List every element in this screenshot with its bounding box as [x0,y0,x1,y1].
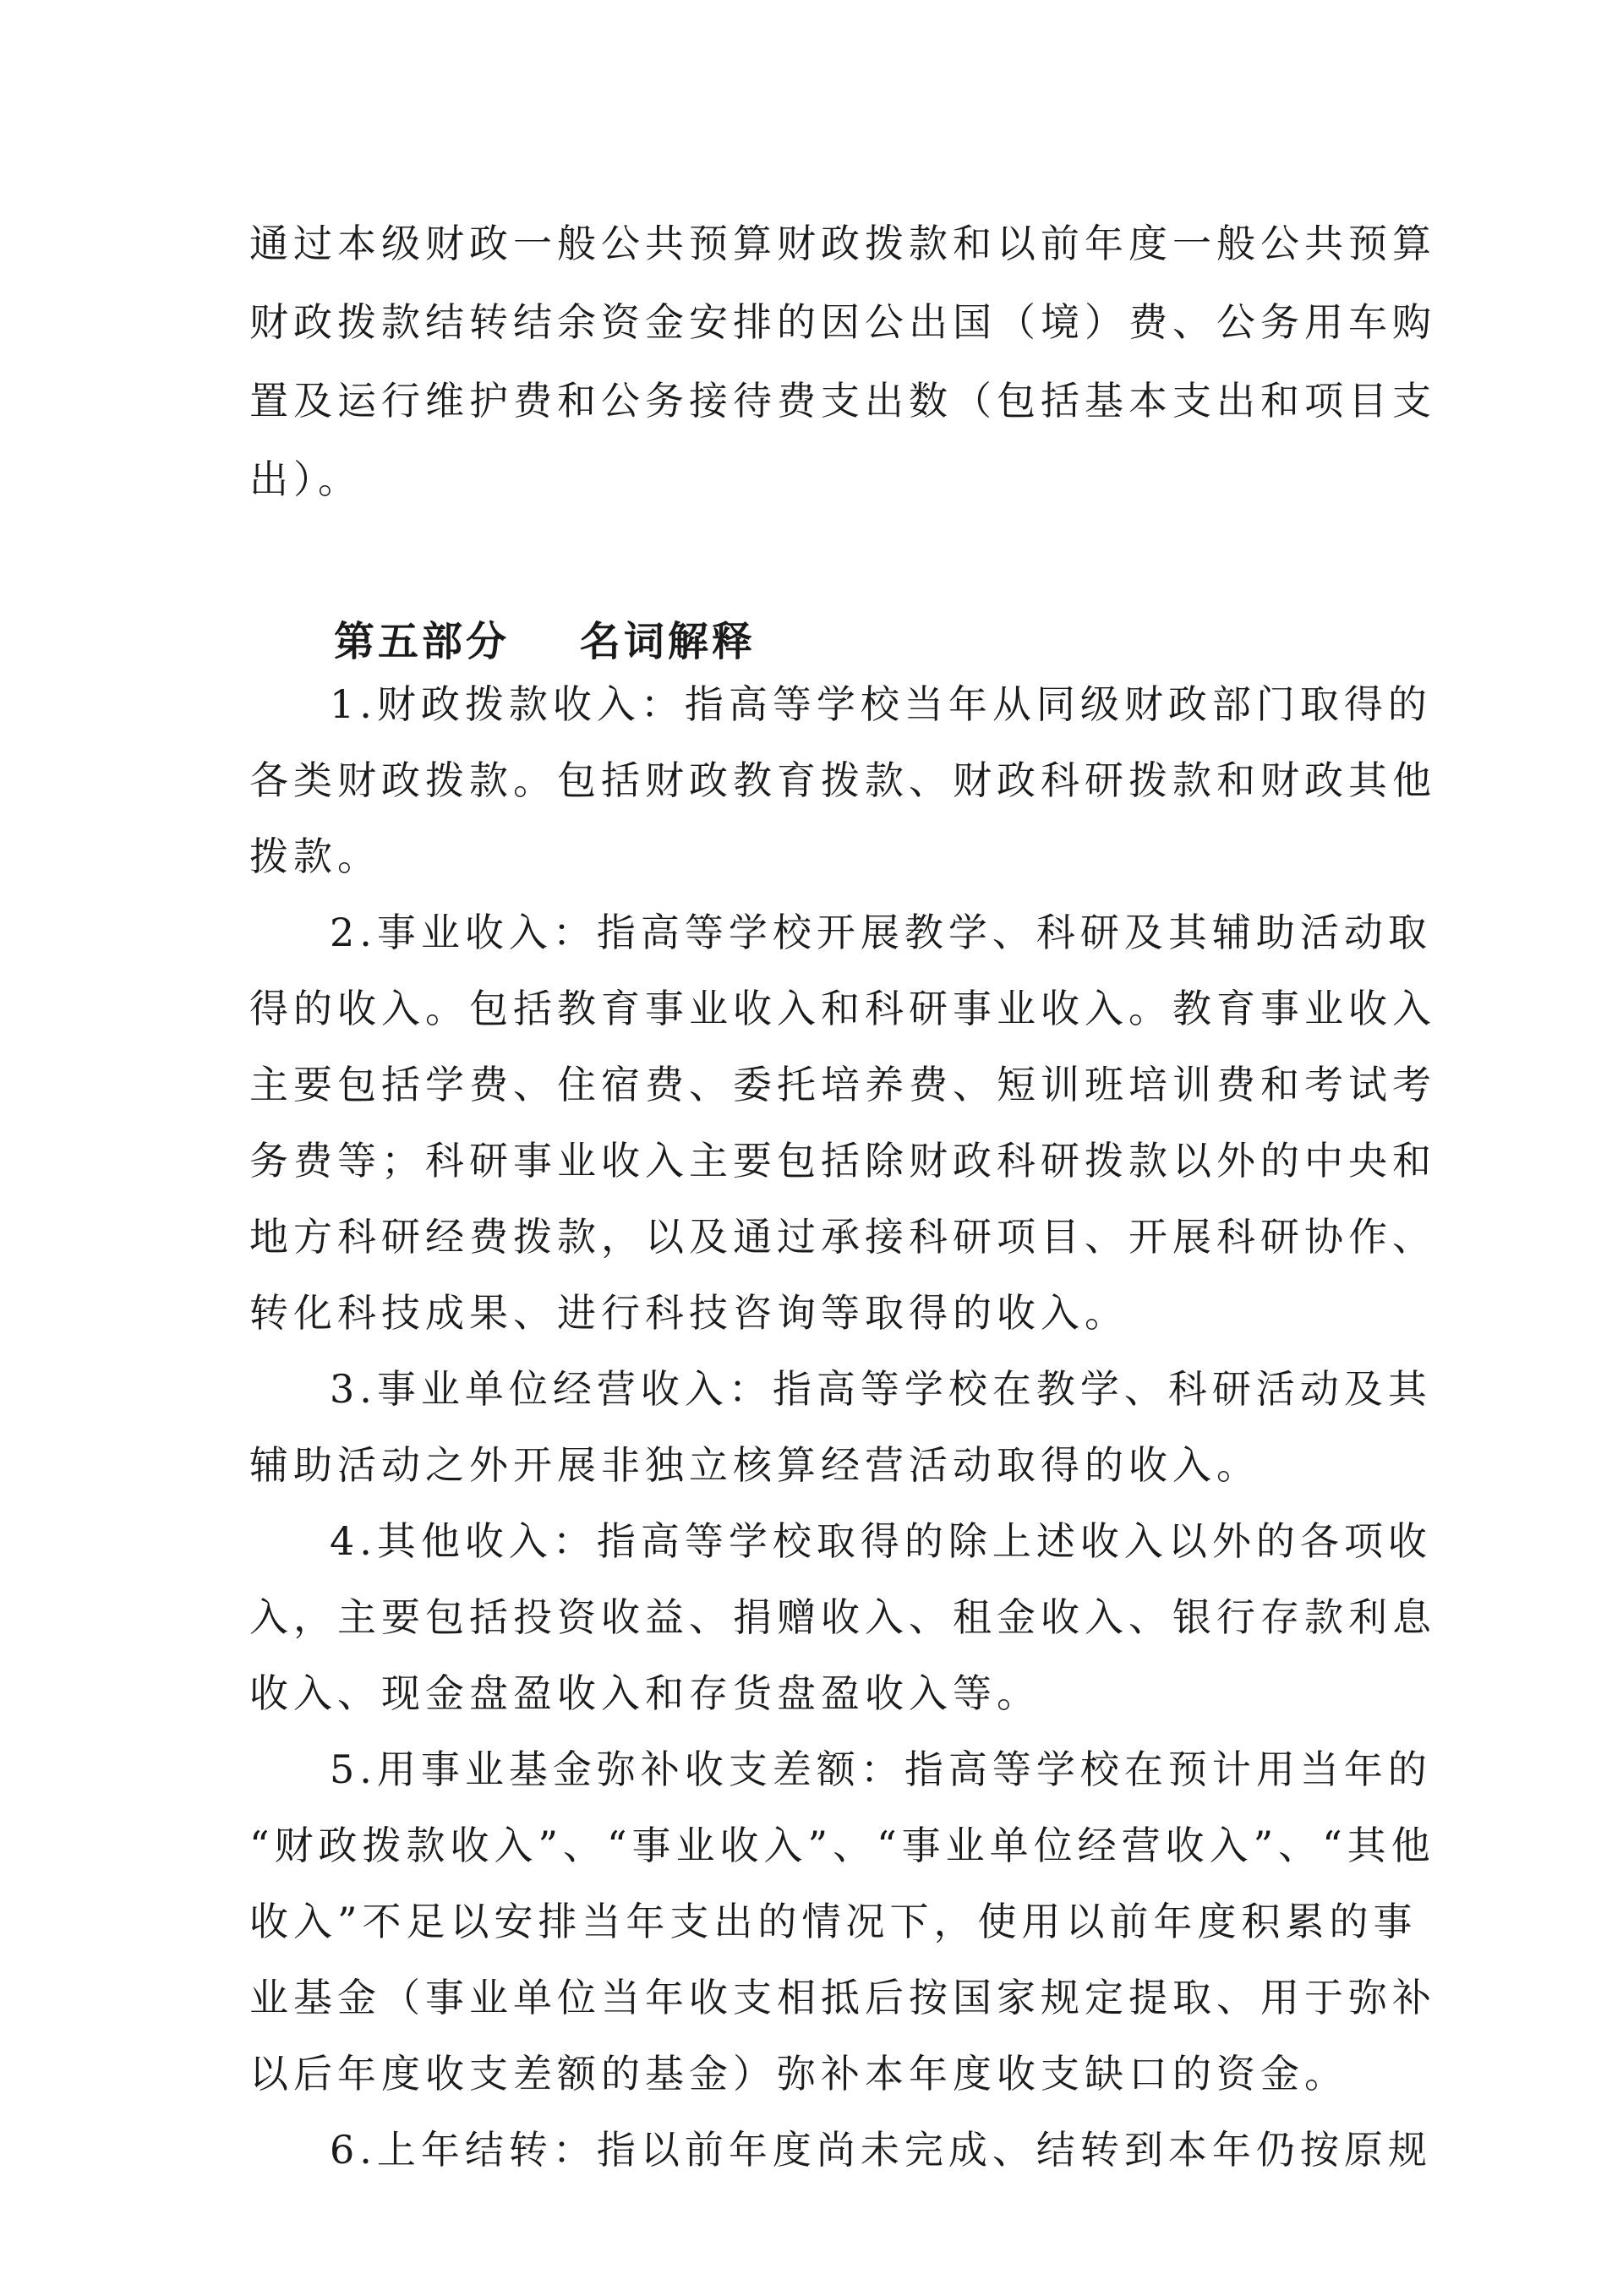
intro-line: 通过本级财政一般公共预算财政拨款和以前年度一般公共预算 [249,221,1436,266]
definition-line: 收入、现金盘盈收入和存货盘盈收入等。 [249,1670,1041,1716]
definition-line: 业基金（事业单位当年收支相抵后按国家规定提取、用于弥补 [249,1975,1436,2020]
section-heading: 第五部分 名词解释 [334,618,756,665]
definition-line: 1.财政拨款收入：指高等学校当年从同级财政部门取得的 [330,681,1432,727]
definition-line: 各类财政拨款。包括财政教育拨款、财政科研拨款和财政其他 [249,757,1436,803]
definition-line: 辅助活动之外开展非独立核算经营活动取得的收入。 [249,1442,1260,1488]
definition-line: 拨款。 [249,834,381,879]
definition-line: 转化科技成果、进行科技咨询等取得的收入。 [249,1290,1128,1336]
definition-line: 2.事业收入：指高等学校开展教学、科研及其辅助活动取 [330,910,1432,955]
definition-line: 地方科研经费拨款，以及通过承接科研项目、开展科研协作、 [249,1214,1436,1260]
definition-line: 得的收入。包括教育事业收入和科研事业收入。教育事业收入 [249,986,1436,1031]
intro-line: 置及运行维护费和公务接待费支出数（包括基本支出和项目支 [249,378,1436,424]
definition-line: 主要包括学费、住宿费、委托培养费、短训班培训费和考试考 [249,1062,1436,1107]
intro-line: 出）。 [249,456,362,502]
definition-line: “财政拨款收入”、“事业收入”、“事业单位经营收入”、“其他 [249,1823,1435,1868]
definition-line: 6.上年结转：指以前年度尚未完成、结转到本年仍按原规 [330,2127,1432,2173]
definition-line: 入，主要包括投资收益、捐赠收入、租金收入、银行存款利息 [249,1594,1436,1640]
definition-line: 收入”不足以安排当年支出的情况下，使用以前年度积累的事 [249,1899,1418,1944]
definition-line: 以后年度收支差额的基金）弥补本年度收支缺口的资金。 [249,2051,1348,2096]
definition-line: 务费等；科研事业收入主要包括除财政科研拨款以外的中央和 [249,1138,1436,1184]
definition-line: 5.用事业基金弥补收支差额：指高等学校在预计用当年的 [330,1747,1432,1792]
definition-line: 3.事业单位经营收入：指高等学校在教学、科研活动及其 [330,1366,1432,1412]
definition-line: 4.其他收入：指高等学校取得的除上述收入以外的各项收 [330,1518,1432,1564]
intro-line: 财政拨款结转结余资金安排的因公出国（境）费、公务用车购 [249,299,1436,345]
